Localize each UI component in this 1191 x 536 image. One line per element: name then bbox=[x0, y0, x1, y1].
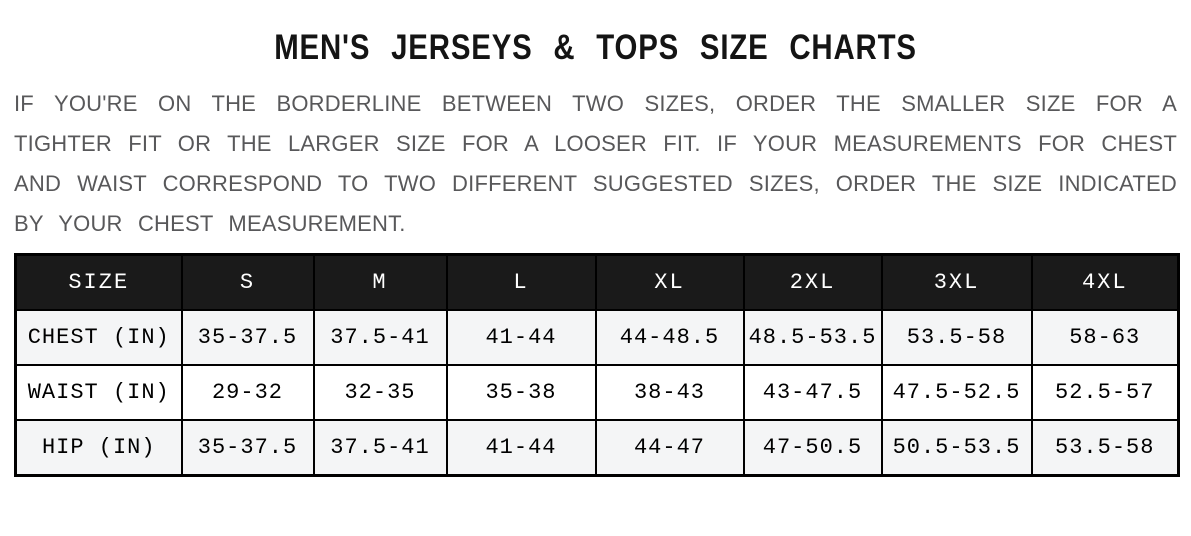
size-chart-cell: 48.5-53.5 bbox=[744, 310, 882, 365]
col-header-2xl: 2XL bbox=[744, 255, 882, 311]
size-chart-cell: 35-37.5 bbox=[182, 310, 314, 365]
size-chart-cell: 44-48.5 bbox=[596, 310, 744, 365]
col-header-xl: XL bbox=[596, 255, 744, 311]
row-label-waist: WAIST (IN) bbox=[16, 365, 182, 420]
intro-line-4: BY YOUR CHEST MEASUREMENT. bbox=[14, 211, 406, 236]
size-chart-cell: 38-43 bbox=[596, 365, 744, 420]
size-chart-page bbox=[0, 26, 1191, 477]
col-header-s: S bbox=[182, 255, 314, 311]
size-chart-cell: 53.5-58 bbox=[882, 310, 1032, 365]
intro-line-1: IF YOU'RE ON THE BORDERLINE BETWEEN TWO SIZES, ORDER THE SMALLER SIZE FOR A bbox=[14, 91, 1177, 116]
size-chart-cell: 50.5-53.5 bbox=[882, 420, 1032, 476]
col-header-m: M bbox=[314, 255, 447, 311]
size-chart-cell: 32-35 bbox=[314, 365, 447, 420]
size-chart-cell: 29-32 bbox=[182, 365, 314, 420]
size-chart-cell: 47-50.5 bbox=[744, 420, 882, 476]
page-title: MEN'S JERSEYS & TOPS SIZE CHARTS bbox=[274, 28, 917, 67]
size-chart-cell: 44-47 bbox=[596, 420, 744, 476]
size-chart-cell: 35-37.5 bbox=[182, 420, 314, 476]
header-row bbox=[16, 255, 1179, 311]
size-chart-cell: 47.5-52.5 bbox=[882, 365, 1032, 420]
row-label-hip: HIP (IN) bbox=[16, 420, 182, 476]
intro-line-2: TIGHTER FIT OR THE LARGER SIZE FOR A LOOSER FIT. IF YOUR MEASUREMENTS FOR CHEST bbox=[14, 131, 1177, 156]
intro-line-3: AND WAIST CORRESPOND TO TWO DIFFERENT SUGGESTED SIZES, ORDER THE SIZE INDICATED bbox=[14, 171, 1177, 196]
col-header-4xl: 4XL bbox=[1032, 255, 1179, 311]
col-header-size: SIZE bbox=[16, 255, 182, 311]
size-chart-cell: 35-38 bbox=[447, 365, 596, 420]
size-chart-cell: 53.5-58 bbox=[1032, 420, 1179, 476]
size-chart-table bbox=[14, 253, 1180, 477]
table-row-hip bbox=[16, 420, 1179, 476]
size-chart-body bbox=[16, 310, 1179, 476]
size-chart-cell: 58-63 bbox=[1032, 310, 1179, 365]
table-row-chest bbox=[16, 310, 1179, 365]
col-header-l: L bbox=[447, 255, 596, 311]
size-chart-header bbox=[16, 255, 1179, 311]
size-chart-cell: 41-44 bbox=[447, 310, 596, 365]
table-row-waist bbox=[16, 365, 1179, 420]
size-chart-cell: 37.5-41 bbox=[314, 310, 447, 365]
size-chart-cell: 52.5-57 bbox=[1032, 365, 1179, 420]
title-row bbox=[14, 26, 1177, 70]
intro-paragraph bbox=[14, 84, 1177, 244]
size-chart-cell: 37.5-41 bbox=[314, 420, 447, 476]
col-header-3xl: 3XL bbox=[882, 255, 1032, 311]
size-chart-cell: 41-44 bbox=[447, 420, 596, 476]
size-chart-cell: 43-47.5 bbox=[744, 365, 882, 420]
row-label-chest: CHEST (IN) bbox=[16, 310, 182, 365]
